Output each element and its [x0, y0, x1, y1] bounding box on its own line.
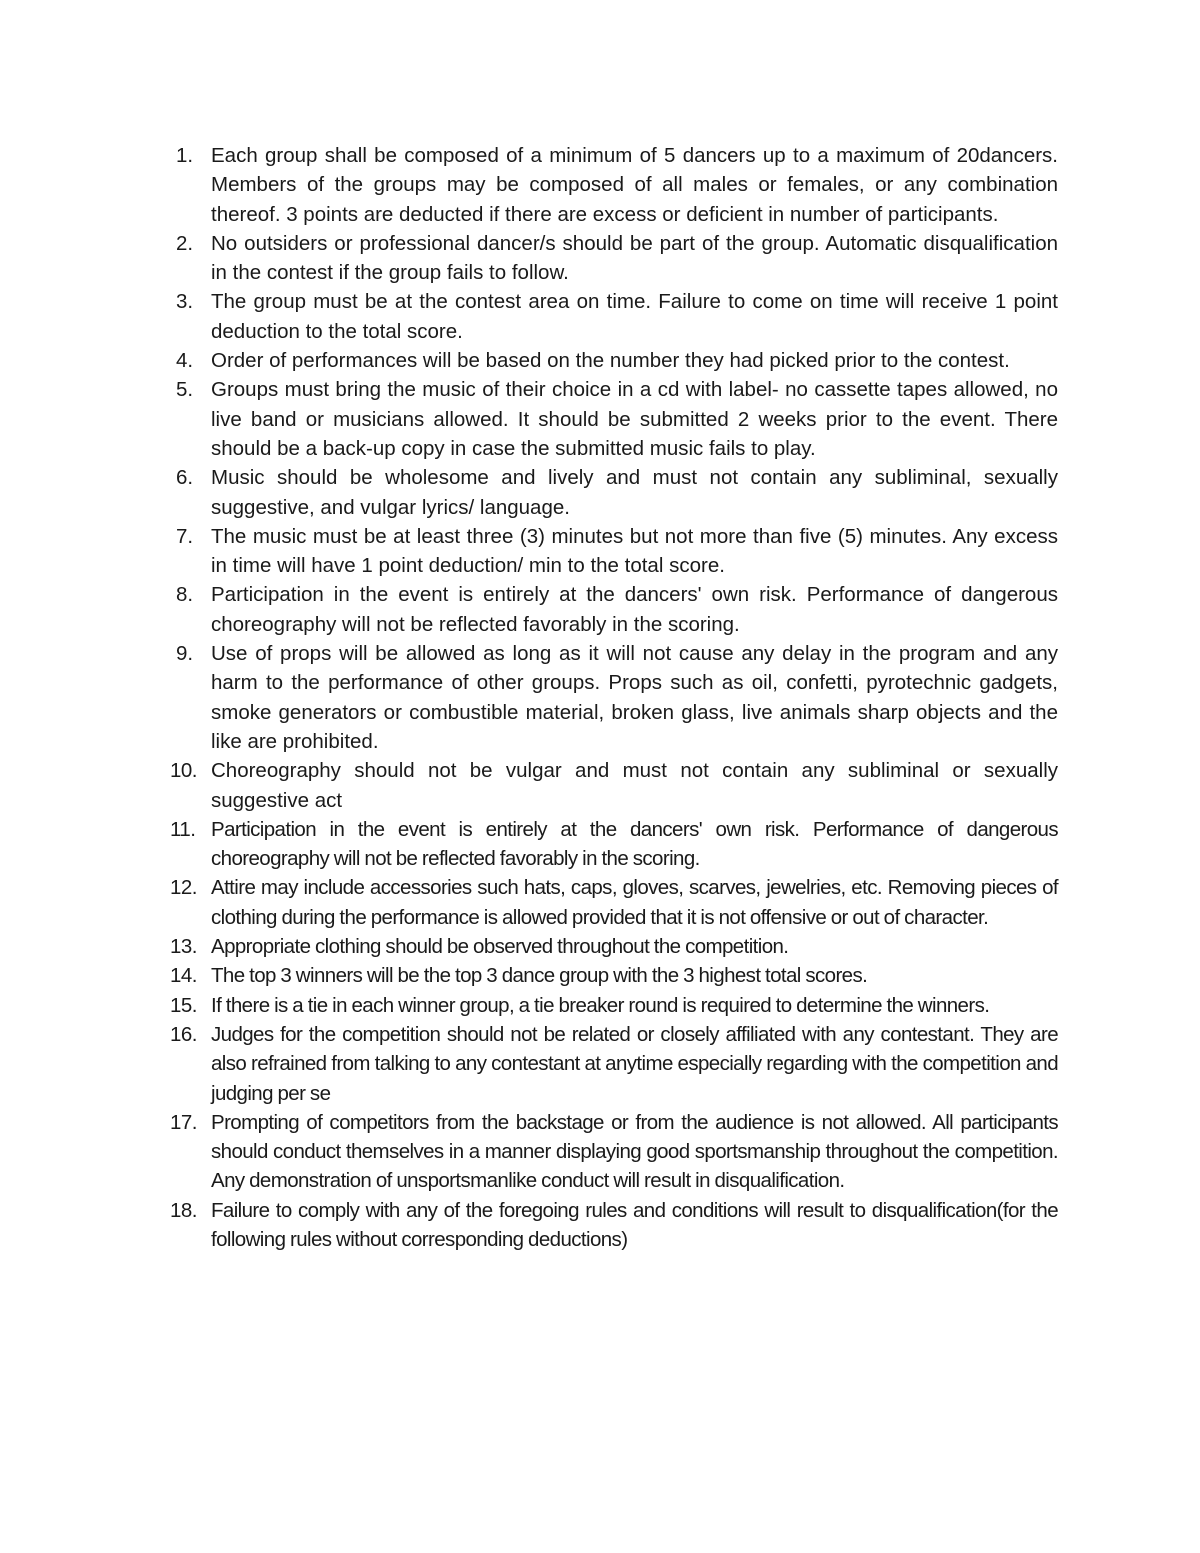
- rule-item-12: [170, 873, 1058, 932]
- rule-text: Use of props will be allowed as long as it will not cause any delay in the program and any harm to the performance of other groups. Props such as oil, confetti, pyrotechnic gadgets, smoke generators or combustible material, broken glass, live animals sharp objects and the like are prohibited.: [211, 642, 1058, 753]
- rule-item-7: [170, 522, 1058, 581]
- rule-item-3: [170, 287, 1058, 346]
- rule-item-5: [170, 375, 1058, 463]
- rule-text: Appropriate clothing should be observed throughout the competition.: [211, 935, 789, 959]
- rule-number: 2.: [176, 231, 194, 255]
- rule-text: The top 3 winners will be the top 3 dance group with the 3 highest total scores.: [211, 964, 868, 988]
- rule-text: Attire may include accessories such hats, caps, gloves, scarves, jewelries, etc. Removing pieces of clothing during the performance is allowed provided that it is not offensive or out of character.: [211, 876, 1058, 929]
- rule-number: 4.: [176, 349, 194, 373]
- rule-item-4: [170, 346, 1058, 375]
- rule-number: 3.: [176, 290, 194, 314]
- rule-number: 8.: [176, 583, 194, 607]
- rule-number: 17.: [170, 1110, 197, 1134]
- rule-text: The group must be at the contest area on time. Failure to come on time will receive 1 point deduction to the total score.: [211, 290, 1058, 343]
- rule-number: 13.: [170, 935, 197, 959]
- rule-text: No outsiders or professional dancer/s should be part of the group. Automatic disqualification in the contest if the group fails to follow.: [211, 231, 1058, 285]
- rule-number: 12.: [170, 876, 197, 900]
- rule-number: 5.: [176, 378, 194, 402]
- rule-text: Groups must bring the music of their choice in a cd with label- no cassette tapes allowed, no live band or musicians allowed. It should be submitted 2 weeks prior to the event. There should be a back-up copy in case the submitted music fails to play.: [211, 378, 1058, 460]
- rule-number: 16.: [170, 1022, 197, 1046]
- rule-item-1: [170, 141, 1058, 229]
- rule-item-6: [170, 463, 1058, 522]
- rule-item-8: [170, 580, 1058, 639]
- rule-text: Prompting of competitors from the backstage or from the audience is not allowed. All participants should conduct themselves in a manner displaying good sportsmanship throughout the competition. Any demonstration of unsportsmanlike conduct will result in disqualification.: [211, 1110, 1058, 1193]
- rule-text: Participation in the event is entirely at the dancers' own risk. Performance of dangerous choreography will not be reflected favorably in the scoring.: [211, 583, 1058, 636]
- rule-number: 9.: [176, 642, 194, 666]
- rule-item-2: [170, 229, 1058, 288]
- rule-item-11: [170, 815, 1058, 874]
- rule-text: Failure to comply with any of the foregoing rules and conditions will result to disqualification(for the following rules without corresponding deductions): [211, 1198, 1058, 1251]
- rule-item-14: [170, 961, 1058, 990]
- rule-item-9: [170, 639, 1058, 756]
- rule-item-17: [170, 1108, 1058, 1196]
- rule-number: 15.: [170, 993, 197, 1017]
- rules-list: [170, 141, 1058, 1254]
- rule-number: 7.: [176, 524, 194, 548]
- rule-text: The music must be at least three (3) minutes but not more than five (5) minutes. Any excess in time will have 1 point deduction/ min to the total score.: [211, 524, 1058, 578]
- rule-item-13: [170, 932, 1058, 961]
- rule-number: 10.: [170, 759, 197, 783]
- rule-number: 11.: [170, 817, 196, 841]
- rule-number: 18.: [170, 1198, 197, 1222]
- rule-item-15: [170, 991, 1058, 1020]
- rule-text: Music should be wholesome and lively and must not contain any subliminal, sexually suggestive, and vulgar lyrics/ language.: [211, 466, 1058, 519]
- rule-item-10: [170, 756, 1058, 815]
- rule-text: Order of performances will be based on the number they had picked prior to the contest.: [211, 349, 1010, 373]
- rule-number: 1.: [176, 144, 194, 167]
- rule-item-16: [170, 1020, 1058, 1108]
- rule-number: 6.: [176, 466, 194, 490]
- rule-text: If there is a tie in each winner group, a tie breaker round is required to determine the winners.: [211, 993, 990, 1017]
- rule-number: 14.: [170, 964, 197, 988]
- rule-text: Judges for the competition should not be related or closely affiliated with any contestant. They are also refrained from talking to any contestant at anytime especially regarding with the competition and judging per se: [211, 1022, 1058, 1105]
- rule-text: Each group shall be composed of a minimum of 5 dancers up to a maximum of 20dancers. Members of the groups may be composed of all males or females, or any combination thereof. 3 points are deducted if there are excess or deficient in number of participants.: [211, 144, 1058, 226]
- rule-item-18: [170, 1196, 1058, 1255]
- rule-text: Participation in the event is entirely at the dancers' own risk. Performance of dangerous choreography will not be reflected favorably in the scoring.: [211, 817, 1058, 871]
- rule-text: Choreography should not be vulgar and must not contain any subliminal or sexually suggestive act: [211, 759, 1058, 812]
